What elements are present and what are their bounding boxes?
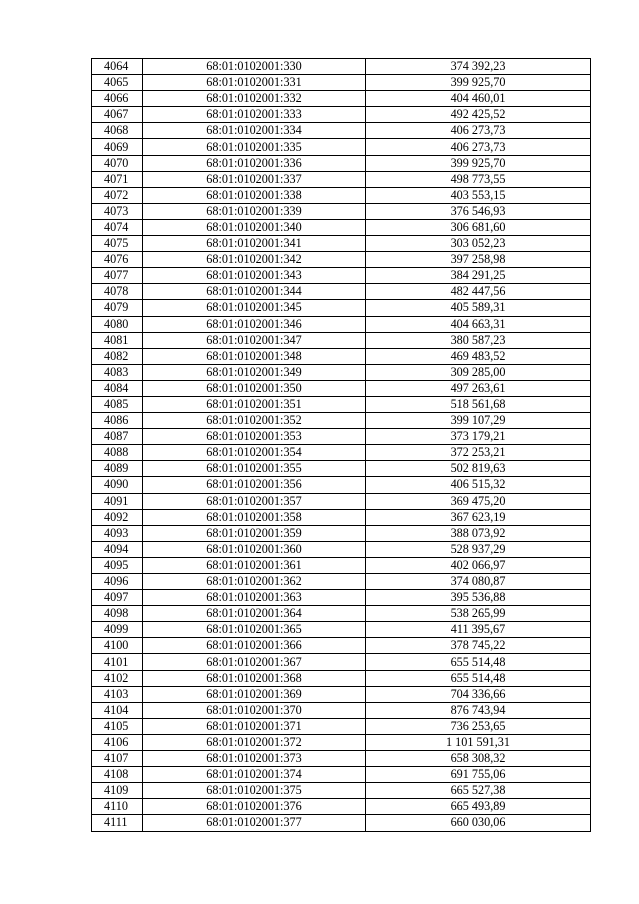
row-number-cell: 4076	[92, 252, 143, 268]
row-number-cell: 4108	[92, 767, 143, 783]
cadastral-value-cell: 404 460,01	[366, 91, 591, 107]
cadastral-value-cell: 306 681,60	[366, 219, 591, 235]
table-row	[92, 606, 591, 622]
table-row	[92, 187, 591, 203]
row-number-cell: 4087	[92, 429, 143, 445]
table-row	[92, 718, 591, 734]
cadastral-number-cell: 68:01:0102001:346	[143, 316, 366, 332]
row-number-cell: 4073	[92, 203, 143, 219]
cadastral-number-cell: 68:01:0102001:361	[143, 557, 366, 573]
cadastral-number-cell: 68:01:0102001:356	[143, 477, 366, 493]
row-number-cell: 4077	[92, 268, 143, 284]
row-number-cell: 4101	[92, 654, 143, 670]
table-row	[92, 75, 591, 91]
cadastral-number-cell: 68:01:0102001:351	[143, 396, 366, 412]
row-number-cell: 4098	[92, 606, 143, 622]
row-number-cell: 4096	[92, 574, 143, 590]
row-number-cell: 4102	[92, 670, 143, 686]
table-row	[92, 590, 591, 606]
cadastral-value-cell: 1 101 591,31	[366, 734, 591, 750]
cadastral-value-cell: 660 030,06	[366, 815, 591, 831]
row-number-cell: 4072	[92, 187, 143, 203]
cadastral-value-cell: 492 425,52	[366, 107, 591, 123]
row-number-cell: 4091	[92, 493, 143, 509]
table-row	[92, 767, 591, 783]
table-row	[92, 541, 591, 557]
table-row	[92, 670, 591, 686]
row-number-cell: 4080	[92, 316, 143, 332]
cadastral-number-cell: 68:01:0102001:352	[143, 413, 366, 429]
cadastral-value-cell: 528 937,29	[366, 541, 591, 557]
row-number-cell: 4088	[92, 445, 143, 461]
row-number-cell: 4107	[92, 751, 143, 767]
table-row	[92, 477, 591, 493]
cadastral-number-cell: 68:01:0102001:345	[143, 300, 366, 316]
cadastral-value-table	[91, 58, 591, 832]
cadastral-value-cell: 691 755,06	[366, 767, 591, 783]
cadastral-value-cell: 498 773,55	[366, 171, 591, 187]
row-number-cell: 4068	[92, 123, 143, 139]
cadastral-value-cell: 373 179,21	[366, 429, 591, 445]
table-body	[92, 59, 591, 832]
cadastral-number-cell: 68:01:0102001:344	[143, 284, 366, 300]
table-row	[92, 413, 591, 429]
row-number-cell: 4092	[92, 509, 143, 525]
cadastral-number-cell: 68:01:0102001:333	[143, 107, 366, 123]
cadastral-value-cell: 402 066,97	[366, 557, 591, 573]
document-page	[91, 58, 590, 832]
table-row	[92, 252, 591, 268]
cadastral-value-cell: 399 107,29	[366, 413, 591, 429]
cadastral-number-cell: 68:01:0102001:363	[143, 590, 366, 606]
cadastral-number-cell: 68:01:0102001:338	[143, 187, 366, 203]
cadastral-value-cell: 384 291,25	[366, 268, 591, 284]
cadastral-number-cell: 68:01:0102001:373	[143, 751, 366, 767]
table-row	[92, 59, 591, 75]
cadastral-value-cell: 497 263,61	[366, 380, 591, 396]
cadastral-number-cell: 68:01:0102001:347	[143, 332, 366, 348]
cadastral-value-cell: 406 273,73	[366, 123, 591, 139]
table-row	[92, 139, 591, 155]
table-row	[92, 783, 591, 799]
table-row	[92, 574, 591, 590]
table-row	[92, 91, 591, 107]
row-number-cell: 4066	[92, 91, 143, 107]
row-number-cell: 4097	[92, 590, 143, 606]
cadastral-value-cell: 367 623,19	[366, 509, 591, 525]
row-number-cell: 4082	[92, 348, 143, 364]
cadastral-number-cell: 68:01:0102001:339	[143, 203, 366, 219]
table-row	[92, 654, 591, 670]
table-row	[92, 123, 591, 139]
cadastral-number-cell: 68:01:0102001:366	[143, 638, 366, 654]
cadastral-number-cell: 68:01:0102001:336	[143, 155, 366, 171]
cadastral-value-cell: 399 925,70	[366, 155, 591, 171]
cadastral-value-cell: 406 273,73	[366, 139, 591, 155]
row-number-cell: 4067	[92, 107, 143, 123]
table-row	[92, 268, 591, 284]
cadastral-value-cell: 482 447,56	[366, 284, 591, 300]
cadastral-number-cell: 68:01:0102001:348	[143, 348, 366, 364]
row-number-cell: 4074	[92, 219, 143, 235]
cadastral-value-cell: 411 395,67	[366, 622, 591, 638]
row-number-cell: 4104	[92, 702, 143, 718]
row-number-cell: 4065	[92, 75, 143, 91]
cadastral-number-cell: 68:01:0102001:362	[143, 574, 366, 590]
row-number-cell: 4100	[92, 638, 143, 654]
table-row	[92, 332, 591, 348]
cadastral-value-cell: 374 392,23	[366, 59, 591, 75]
table-row	[92, 316, 591, 332]
table-row	[92, 557, 591, 573]
row-number-cell: 4086	[92, 413, 143, 429]
row-number-cell: 4064	[92, 59, 143, 75]
table-row	[92, 799, 591, 815]
table-row	[92, 509, 591, 525]
table-row	[92, 622, 591, 638]
table-row	[92, 171, 591, 187]
table-row	[92, 815, 591, 831]
row-number-cell: 4070	[92, 155, 143, 171]
row-number-cell: 4106	[92, 734, 143, 750]
table-row	[92, 203, 591, 219]
table-row	[92, 734, 591, 750]
row-number-cell: 4083	[92, 364, 143, 380]
cadastral-value-cell: 397 258,98	[366, 252, 591, 268]
cadastral-number-cell: 68:01:0102001:343	[143, 268, 366, 284]
table-row	[92, 638, 591, 654]
table-row	[92, 461, 591, 477]
cadastral-value-cell: 736 253,65	[366, 718, 591, 734]
cadastral-value-cell: 309 285,00	[366, 364, 591, 380]
cadastral-number-cell: 68:01:0102001:376	[143, 799, 366, 815]
cadastral-number-cell: 68:01:0102001:375	[143, 783, 366, 799]
cadastral-value-cell: 704 336,66	[366, 686, 591, 702]
cadastral-value-cell: 405 589,31	[366, 300, 591, 316]
row-number-cell: 4069	[92, 139, 143, 155]
cadastral-number-cell: 68:01:0102001:354	[143, 445, 366, 461]
cadastral-value-cell: 406 515,32	[366, 477, 591, 493]
cadastral-value-cell: 665 527,38	[366, 783, 591, 799]
row-number-cell: 4110	[92, 799, 143, 815]
row-number-cell: 4099	[92, 622, 143, 638]
table-row	[92, 445, 591, 461]
cadastral-number-cell: 68:01:0102001:359	[143, 525, 366, 541]
table-row	[92, 107, 591, 123]
table-row	[92, 236, 591, 252]
row-number-cell: 4081	[92, 332, 143, 348]
cadastral-number-cell: 68:01:0102001:360	[143, 541, 366, 557]
row-number-cell: 4095	[92, 557, 143, 573]
cadastral-value-cell: 538 265,99	[366, 606, 591, 622]
cadastral-number-cell: 68:01:0102001:374	[143, 767, 366, 783]
table-row	[92, 751, 591, 767]
cadastral-value-cell: 388 073,92	[366, 525, 591, 541]
row-number-cell: 4105	[92, 718, 143, 734]
cadastral-number-cell: 68:01:0102001:358	[143, 509, 366, 525]
cadastral-number-cell: 68:01:0102001:355	[143, 461, 366, 477]
table-row	[92, 396, 591, 412]
cadastral-number-cell: 68:01:0102001:342	[143, 252, 366, 268]
cadastral-value-cell: 655 514,48	[366, 670, 591, 686]
cadastral-value-cell: 395 536,88	[366, 590, 591, 606]
cadastral-value-cell: 378 745,22	[366, 638, 591, 654]
row-number-cell: 4089	[92, 461, 143, 477]
row-number-cell: 4093	[92, 525, 143, 541]
cadastral-number-cell: 68:01:0102001:371	[143, 718, 366, 734]
cadastral-number-cell: 68:01:0102001:349	[143, 364, 366, 380]
cadastral-value-cell: 876 743,94	[366, 702, 591, 718]
table-row	[92, 284, 591, 300]
table-row	[92, 702, 591, 718]
cadastral-number-cell: 68:01:0102001:334	[143, 123, 366, 139]
cadastral-number-cell: 68:01:0102001:368	[143, 670, 366, 686]
cadastral-value-cell: 404 663,31	[366, 316, 591, 332]
cadastral-value-cell: 518 561,68	[366, 396, 591, 412]
table-row	[92, 525, 591, 541]
cadastral-number-cell: 68:01:0102001:370	[143, 702, 366, 718]
cadastral-value-cell: 502 819,63	[366, 461, 591, 477]
cadastral-number-cell: 68:01:0102001:330	[143, 59, 366, 75]
cadastral-number-cell: 68:01:0102001:335	[143, 139, 366, 155]
cadastral-value-cell: 369 475,20	[366, 493, 591, 509]
row-number-cell: 4079	[92, 300, 143, 316]
cadastral-number-cell: 68:01:0102001:350	[143, 380, 366, 396]
cadastral-number-cell: 68:01:0102001:331	[143, 75, 366, 91]
cadastral-value-cell: 372 253,21	[366, 445, 591, 461]
cadastral-number-cell: 68:01:0102001:357	[143, 493, 366, 509]
cadastral-number-cell: 68:01:0102001:337	[143, 171, 366, 187]
cadastral-number-cell: 68:01:0102001:365	[143, 622, 366, 638]
cadastral-value-cell: 658 308,32	[366, 751, 591, 767]
cadastral-number-cell: 68:01:0102001:364	[143, 606, 366, 622]
table-row	[92, 364, 591, 380]
table-row	[92, 300, 591, 316]
cadastral-number-cell: 68:01:0102001:340	[143, 219, 366, 235]
row-number-cell: 4071	[92, 171, 143, 187]
cadastral-value-cell: 374 080,87	[366, 574, 591, 590]
cadastral-value-cell: 665 493,89	[366, 799, 591, 815]
table-row	[92, 493, 591, 509]
table-row	[92, 348, 591, 364]
cadastral-value-cell: 380 587,23	[366, 332, 591, 348]
table-row	[92, 219, 591, 235]
cadastral-value-cell: 655 514,48	[366, 654, 591, 670]
row-number-cell: 4085	[92, 396, 143, 412]
table-row	[92, 155, 591, 171]
row-number-cell: 4111	[92, 815, 143, 831]
row-number-cell: 4103	[92, 686, 143, 702]
table-row	[92, 380, 591, 396]
cadastral-value-cell: 469 483,52	[366, 348, 591, 364]
table-row	[92, 686, 591, 702]
cadastral-number-cell: 68:01:0102001:369	[143, 686, 366, 702]
cadastral-number-cell: 68:01:0102001:367	[143, 654, 366, 670]
cadastral-value-cell: 376 546,93	[366, 203, 591, 219]
cadastral-number-cell: 68:01:0102001:353	[143, 429, 366, 445]
cadastral-number-cell: 68:01:0102001:372	[143, 734, 366, 750]
row-number-cell: 4109	[92, 783, 143, 799]
cadastral-value-cell: 399 925,70	[366, 75, 591, 91]
cadastral-number-cell: 68:01:0102001:377	[143, 815, 366, 831]
row-number-cell: 4090	[92, 477, 143, 493]
cadastral-number-cell: 68:01:0102001:332	[143, 91, 366, 107]
row-number-cell: 4084	[92, 380, 143, 396]
row-number-cell: 4094	[92, 541, 143, 557]
cadastral-value-cell: 303 052,23	[366, 236, 591, 252]
row-number-cell: 4075	[92, 236, 143, 252]
cadastral-value-cell: 403 553,15	[366, 187, 591, 203]
row-number-cell: 4078	[92, 284, 143, 300]
table-row	[92, 429, 591, 445]
cadastral-number-cell: 68:01:0102001:341	[143, 236, 366, 252]
